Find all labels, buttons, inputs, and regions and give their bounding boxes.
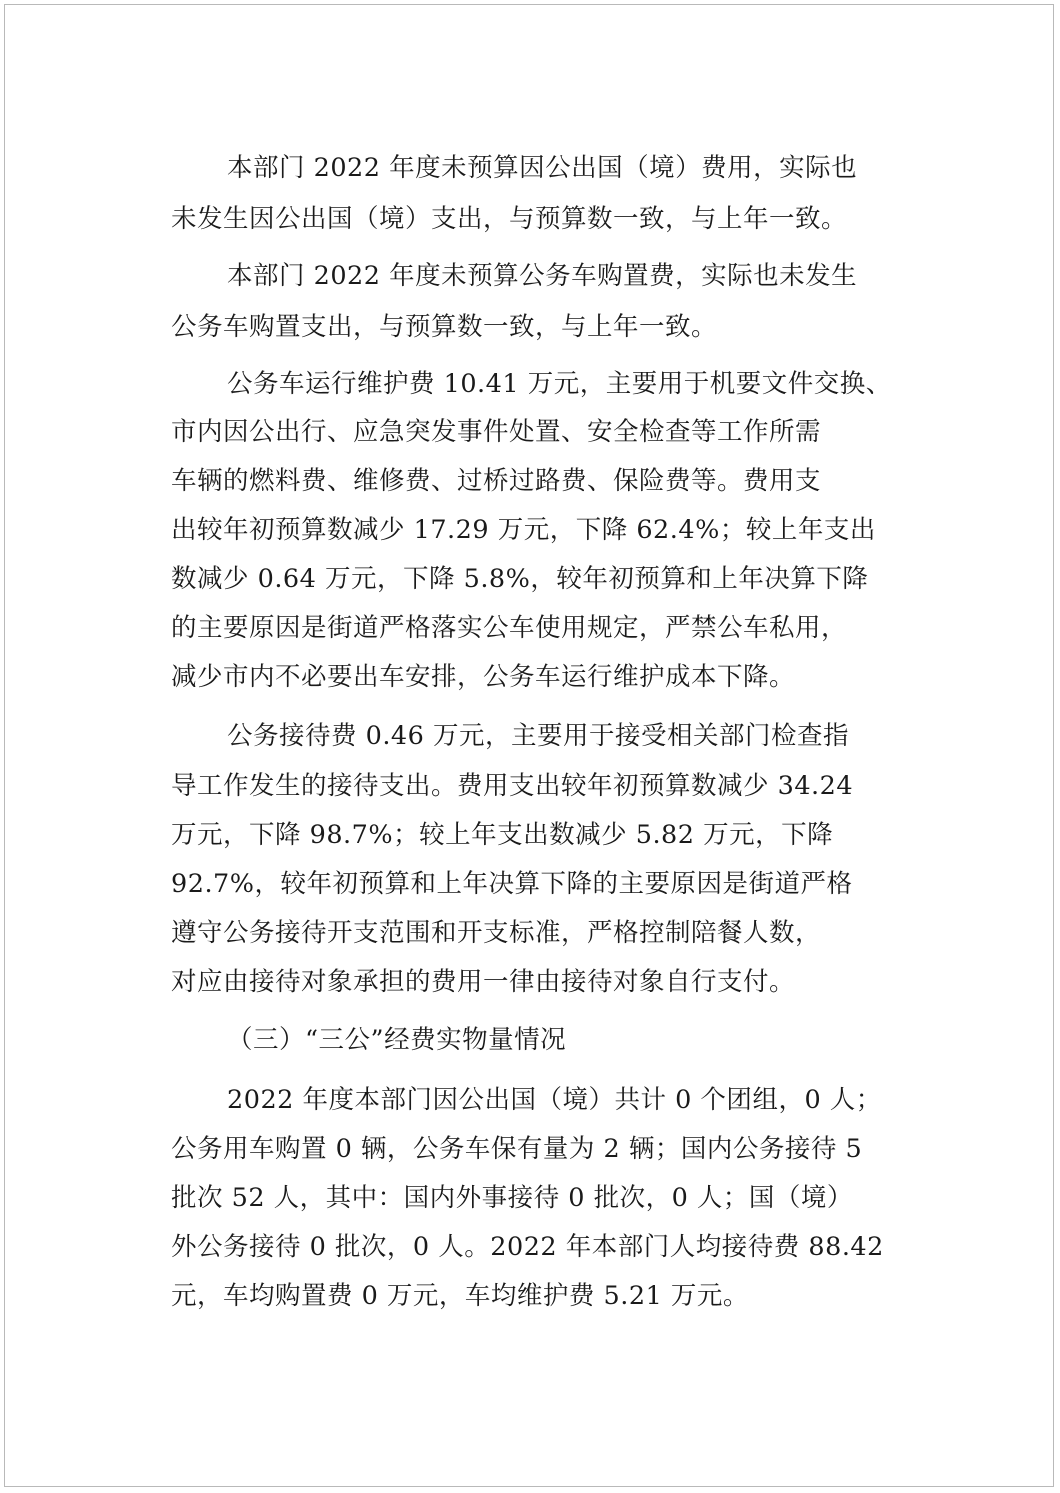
paragraph-4-line-3: 万元，下降 98.7%；较上年支出数减少 5.82 万元，下降 (171, 820, 834, 850)
paragraph-3-line-4: 出较年初预算数减少 17.29 万元，下降 62.4%；较上年支出 (171, 515, 876, 545)
paragraph-4-line-1: 公务接待费 0.46 万元，主要用于接受相关部门检查指 (227, 721, 849, 751)
paragraph-1-line-2: 未发生因公出国（境）支出，与预算数一致，与上年一致。 (171, 204, 848, 234)
paragraph-5-line-4: 外公务接待 0 批次，0 人。2022 年本部门人均接待费 88.42 (171, 1232, 884, 1262)
paragraph-4-line-4: 92.7%，较年初预算和上年决算下降的主要原因是街道严格 (171, 869, 853, 899)
paragraph-2-line-1: 本部门 2022 年度未预算公务车购置费，实际也未发生 (227, 261, 858, 291)
paragraph-4-line-6: 对应由接待对象承担的费用一律由接待对象自行支付。 (171, 967, 796, 997)
paragraph-3-line-2: 市内因公出行、应急突发事件处置、安全检查等工作所需 (171, 417, 822, 447)
paragraph-5-line-1: 2022 年度本部门因公出国（境）共计 0 个团组，0 人； (227, 1085, 882, 1115)
paragraph-1-line-1: 本部门 2022 年度未预算因公出国（境）费用，实际也 (227, 153, 858, 183)
paragraph-3-line-7: 减少市内不必要出车安排，公务车运行维护成本下降。 (171, 662, 796, 692)
section-heading: （三）“三公”经费实物量情况 (227, 1025, 567, 1055)
paragraph-3-line-5: 数减少 0.64 万元，下降 5.8%，较年初预算和上年决算下降 (171, 564, 869, 594)
paragraph-3-line-6: 的主要原因是街道严格落实公车使用规定，严禁公车私用， (171, 613, 848, 643)
paragraph-2-line-2: 公务车购置支出，与预算数一致，与上年一致。 (171, 312, 718, 342)
paragraph-4-line-2: 导工作发生的接待支出。费用支出较年初预算数减少 34.24 (171, 771, 854, 801)
paragraph-3-line-1: 公务车运行维护费 10.41 万元，主要用于机要文件交换、 (227, 369, 892, 399)
paragraph-5-line-5: 元，车均购置费 0 万元，车均维护费 5.21 万元。 (171, 1281, 749, 1311)
paragraph-4-line-5: 遵守公务接待开支范围和开支标准，严格控制陪餐人数， (171, 918, 822, 948)
page-frame (4, 4, 1054, 1487)
paragraph-5-line-3: 批次 52 人，其中：国内外事接待 0 批次，0 人；国（境） (171, 1183, 853, 1213)
paragraph-3-line-3: 车辆的燃料费、维修费、过桥过路费、保险费等。费用支 (171, 466, 822, 496)
paragraph-5-line-2: 公务用车购置 0 辆，公务车保有量为 2 辆；国内公务接待 5 (171, 1134, 863, 1164)
